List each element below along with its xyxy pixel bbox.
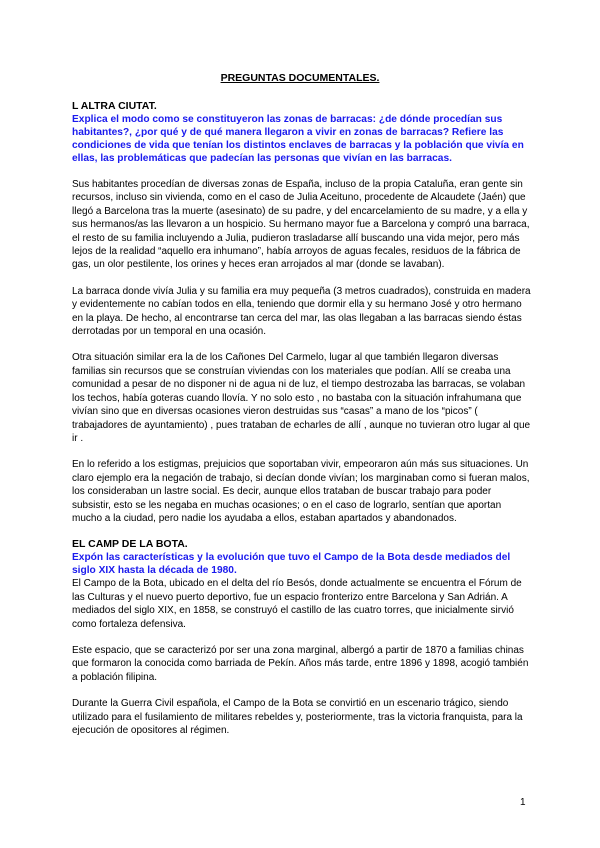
section-question: Expón las características y la evolución que tuvo el Campo de la Bota desde mediados del siglo XIX hasta la década de 1980. [72, 552, 511, 577]
paragraph: En lo referido a los estigmas, prejuicios que soportaban vivir, empeoraron aún más sus situaciones. Un claro ejemplo era la negación de trabajo, si decían donde vivían; los marginaban como si fueran malos, los consideraban un lastre social. Es decir, aunque ellos trataban de buscar trabajo para poder subsistir, esto se les negaba en muchas ocasiones; o en el caso de lograrlo, sentían que aportan mucho a la ciudad, pero nadie los ayudaba a ellos, estaban apartados y abandonados. [72, 459, 530, 524]
document-title: PREGUNTAS DOCUMENTALES. [220, 72, 380, 84]
section-heading: L ALTRA CIUTAT. [72, 100, 157, 112]
section-altra-ciutat [72, 100, 532, 525]
paragraph: Durante la Guerra Civil española, el Campo de la Bota se convirtió en un escenario trágico, siendo utilizado para el fusilamiento de militares rebeldes y, posteriormente, tras la victoria franquista, para la ejecución de opositores al régimen. [72, 698, 523, 736]
section-heading: EL CAMP DE LA BOTA. [72, 538, 188, 551]
section-question: Explica el modo como se constituyeron las zonas de barracas: ¿de dónde procedían sus habitantes?, ¿por qué y de qué manera llegaron a vivir en zonas de barracas? Refiere las condiciones de vida que tenían los distintos enclaves de barracas y la población que vivía en ellas, las problemáticas que padecían las personas que vivían en las barracas. [72, 114, 524, 164]
page-number: 1 [520, 797, 526, 808]
paragraph: Otra situación similar era la de los Cañones Del Carmelo, lugar al que también llegaron diversas familias sin recursos que se construían viviendas con los materiales que podían. Allí se creaba una comunidad a pesar de no disponer ni de agua ni de luz, el tiempo destrozaba las barracas, se volaban los techos, había goteras cuando llovía. Y no solo esto , no bastaba con la situación infrahumana que vivían sino que en diversas ocasiones vieron destruidas sus “casas” a mano de los “picos” ( trabajadores de ayuntamiento) , pues trataban de echarles de allí , aunque no tuvieran otro lugar al que ir . [72, 352, 531, 444]
paragraph: La barraca donde vivía Julia y su familia era muy pequeña (3 metros cuadrados), construida en madera y evidentemente no cabían todos en ella, teniendo que dormir ella y su hermano José y otro hermano en la playa. De hecho, al encontrarse tan cerca del mar, las olas llegaban a las barracas siendo éstas derrotadas por un temporal en una ocasión. [72, 285, 531, 338]
paragraph: Este espacio, que se caracterizó por ser una zona marginal, albergó a partir de 1870 a familias chinas que formaron la conocida como barriada de Pekín. Años más tarde, entre 1896 y 1898, acogió también a población filipina. [72, 644, 529, 683]
section-camp-de-la-bota [72, 538, 532, 737]
paragraph: Sus habitantes procedían de diversas zonas de España, incluso de la propia Cataluña, eran gente sin recursos, incluso sin vivienda, como en el caso de Julia Aceituno, procedente de Alcaudete (Jaén) que llegó a Barcelona tras la muerte (asesinato) de su padre, y del encarcelamiento de su madre, y a ella y sus hermanos/as las llevaron a un hospicio. Su hermano mayor fue a Barcelona y compró una barraca, el resto de su familia incluyendo a Julia, pudieron trasladarse allí buscando una vida mejor, pero más lejos de la realidad “aquello era inhumano”, había arroyos de aguas fecales, residuos de la fábrica de gas, un olor pestilente, los orines y heces eran arrojados al mar (donde se lavaban). [72, 179, 530, 271]
document-body [72, 100, 532, 737]
paragraph: El Campo de la Bota, ubicado en el delta del río Besós, donde actualmente se encuentra el Fórum de las Culturas y el nuevo puerto deportivo, fue un espacio fronterizo entre Barcelona y San Adrián. A mediados del siglo XIX, en 1858, se construyó el castillo de las cuatro torres, que inicialmente sirvió como fortaleza defensiva. [72, 578, 522, 630]
